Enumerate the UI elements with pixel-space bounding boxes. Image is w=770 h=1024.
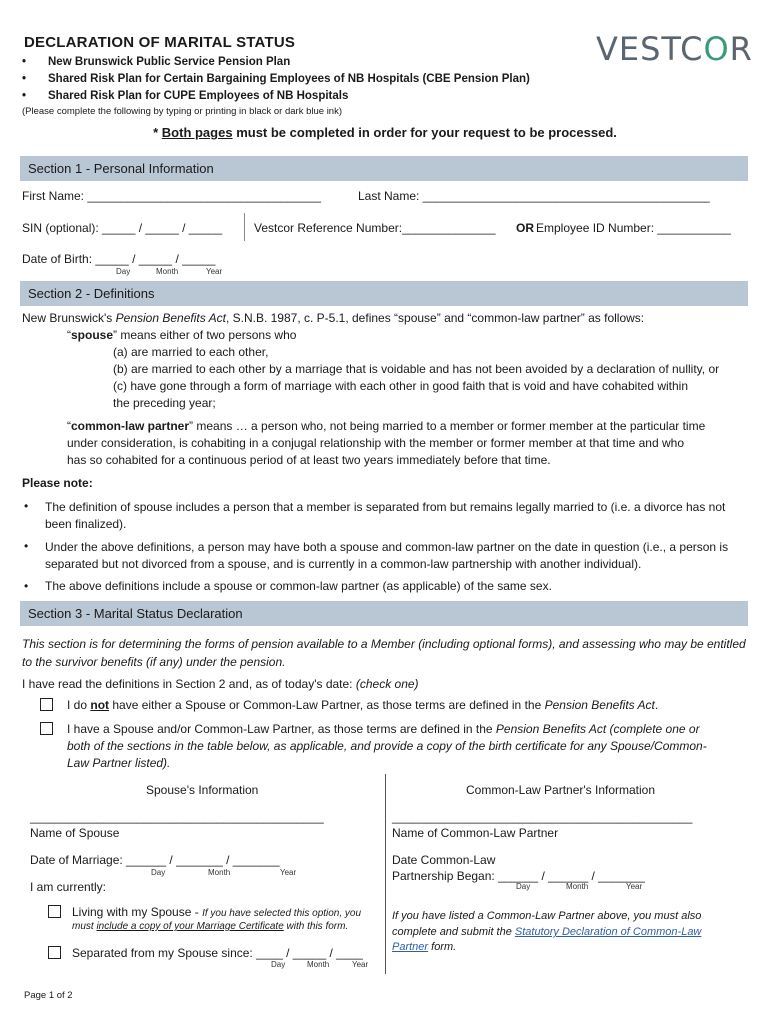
vestcor-reference-field[interactable]: Vestcor Reference Number:______________ [254,221,496,235]
day-label: Day [151,868,166,877]
partnership-date-field[interactable]: Partnership Began: ______ / ______ / _______ [392,869,645,883]
form-title: DECLARATION OF MARITAL STATUS [24,34,296,51]
has-partner-option-cont: both of the sections in the table below, as applicable, and provide a copy of the birth certificate for any Spouse/Common- [67,739,707,753]
currently-label: I am currently: [30,880,107,894]
common-law-info-header: Common-Law Partner's Information [466,783,656,797]
no-partner-checkbox[interactable] [40,698,53,711]
common-law-note-cont: complete and submit the Statutory Declaration of Common-Law [392,926,702,938]
page-number: Page 1 of 2 [24,990,73,1001]
year-label: Year [206,267,223,276]
year-label: Year [352,960,369,969]
employee-id-field[interactable]: Employee ID Number: ___________ [536,221,731,235]
read-definitions-statement: I have read the definitions in Section 2 and, as of today's date: (check one) [22,677,419,691]
no-partner-option: I do not have either a Spouse or Common-Law Partner, as those terms are defined in the Pension Benefits Act. [67,698,659,712]
day-label: Day [516,882,531,891]
spouse-item-c: (c) have gone through a form of marriage with each other in good faith that is void and have cohabited within [113,379,689,393]
spouse-item-c-cont: the preceding year; [113,396,216,410]
statutory-declaration-link-cont[interactable]: Partner [392,941,429,953]
statutory-declaration-link[interactable]: Statutory Declaration of Common-Law [514,926,702,938]
month-label: Month [208,868,231,877]
has-partner-option: I have a Spouse and/or Common-Law Partner, as those terms are defined in the Pension Benefits Act (complete one or [67,722,700,736]
plan-list [22,54,530,105]
spouse-item-a: (a) are married to each other, [113,345,269,359]
definitions-intro: New Brunswick's Pension Benefits Act, S.N.B. 1987, c. P-5.1, defines “spouse” and “common-law partner” as follows: [22,311,645,325]
common-law-definition-cont: under consideration, is cohabiting in a conjugal relationship with the member or former member at that time and who [67,436,684,450]
day-label: Day [116,267,131,276]
vestcor-logo: VESTCOR [596,30,753,68]
common-law-name-label: Name of Common-Law Partner [392,826,559,840]
separated-since-field[interactable]: Separated from my Spouse since: ____ / _____ / ____ [72,946,363,960]
note-same-sex: The above definitions include a spouse or common-law partner (as applicable) of the same sex. [45,579,552,593]
bullet: • [24,499,29,513]
ink-instruction: (Please complete the following by typing or printing in black or dark blue ink) [22,106,342,117]
month-label: Month [566,882,589,891]
bullet: • [24,539,29,553]
year-label: Year [626,882,643,891]
first-name-field[interactable]: First Name: ___________________________________ [22,189,321,203]
common-law-name-input[interactable]: _____________________________________________ [392,810,693,824]
table-divider [385,774,386,974]
marriage-certificate-note: must include a copy of your Marriage Certificate with this form. [72,921,349,932]
marriage-date-field[interactable]: Date of Marriage: ______ / _______ / _______ [30,853,280,867]
bullet: • [22,56,27,68]
living-with-spouse-checkbox[interactable] [48,905,61,918]
sin-field[interactable]: SIN (optional): _____ / _____ / _____ [22,221,223,235]
month-label: Month [307,960,330,969]
please-note-heading: Please note: [22,476,93,490]
common-law-definition-end: has so cohabited for a continuous period of at least two years immediately before that time. [67,453,551,467]
or-label: OR [516,221,534,235]
spouse-name-input[interactable]: ____________________________________________ [30,810,324,824]
spouse-item-b: (b) are married to each other by a marriage that is voidable and has not been avoided by a declaration of nullity, or [113,362,720,376]
separated-checkbox[interactable] [48,946,61,959]
section-2-header: Section 2 - Definitions [20,281,748,306]
note-separated-spouse: The definition of spouse includes a person that a member is separated from but remains legally married to (i.e. a divorce has not been finalized). [45,500,726,531]
living-with-spouse-option: Living with my Spouse - If you have selected this option, you [72,905,362,919]
section-3-header: Section 3 - Marital Status Declaration [20,601,748,626]
has-partner-option-end: Law Partner listed). [67,756,171,770]
year-label: Year [280,868,297,877]
common-law-definition: “common-law partner” means … a person who, not being married to a member or former member at the particular time [67,419,706,433]
bullet: • [22,90,27,102]
plan-item: • New Brunswick Public Service Pension Plan [22,54,530,71]
partnership-date-label: Date Common-Law [392,853,496,867]
month-label: Month [156,267,179,276]
section-3-purpose: This section is for determining the forms of pension available to a Member (including optional forms), and assessing who may be entitled to the survivor benefits (if any) under the pension. [22,637,746,669]
last-name-field[interactable]: Last Name: ___________________________________________ [358,189,710,203]
note-both-partners: Under the above definitions, a person may have both a spouse and common-law partner on the date in question (i.e., a person is separated but not divorced from a spouse, and is currently in a common-law partnership with another individual). [45,540,729,571]
spouse-info-header: Spouse's Information [146,783,259,797]
common-law-note: If you have listed a Common-Law Partner above, you must also [392,910,702,922]
has-partner-checkbox[interactable] [40,722,53,735]
day-label: Day [271,960,286,969]
bullet: • [22,73,27,85]
date-of-birth-field[interactable]: Date of Birth: _____ / _____ / _____ [22,252,216,266]
common-law-note-end: Partner form. [392,941,457,953]
spouse-definition: “spouse” means either of two persons who [67,328,297,342]
completion-notice: * Both pages must be completed in order for your request to be processed. [153,125,617,140]
bullet: • [24,579,29,593]
plan-item: • Shared Risk Plan for CUPE Employees of NB Hospitals [22,88,530,105]
section-1-header: Section 1 - Personal Information [20,156,748,181]
plan-item: • Shared Risk Plan for Certain Bargaining Employees of NB Hospitals (CBE Pension Plan) [22,71,530,88]
spouse-name-label: Name of Spouse [30,826,120,840]
